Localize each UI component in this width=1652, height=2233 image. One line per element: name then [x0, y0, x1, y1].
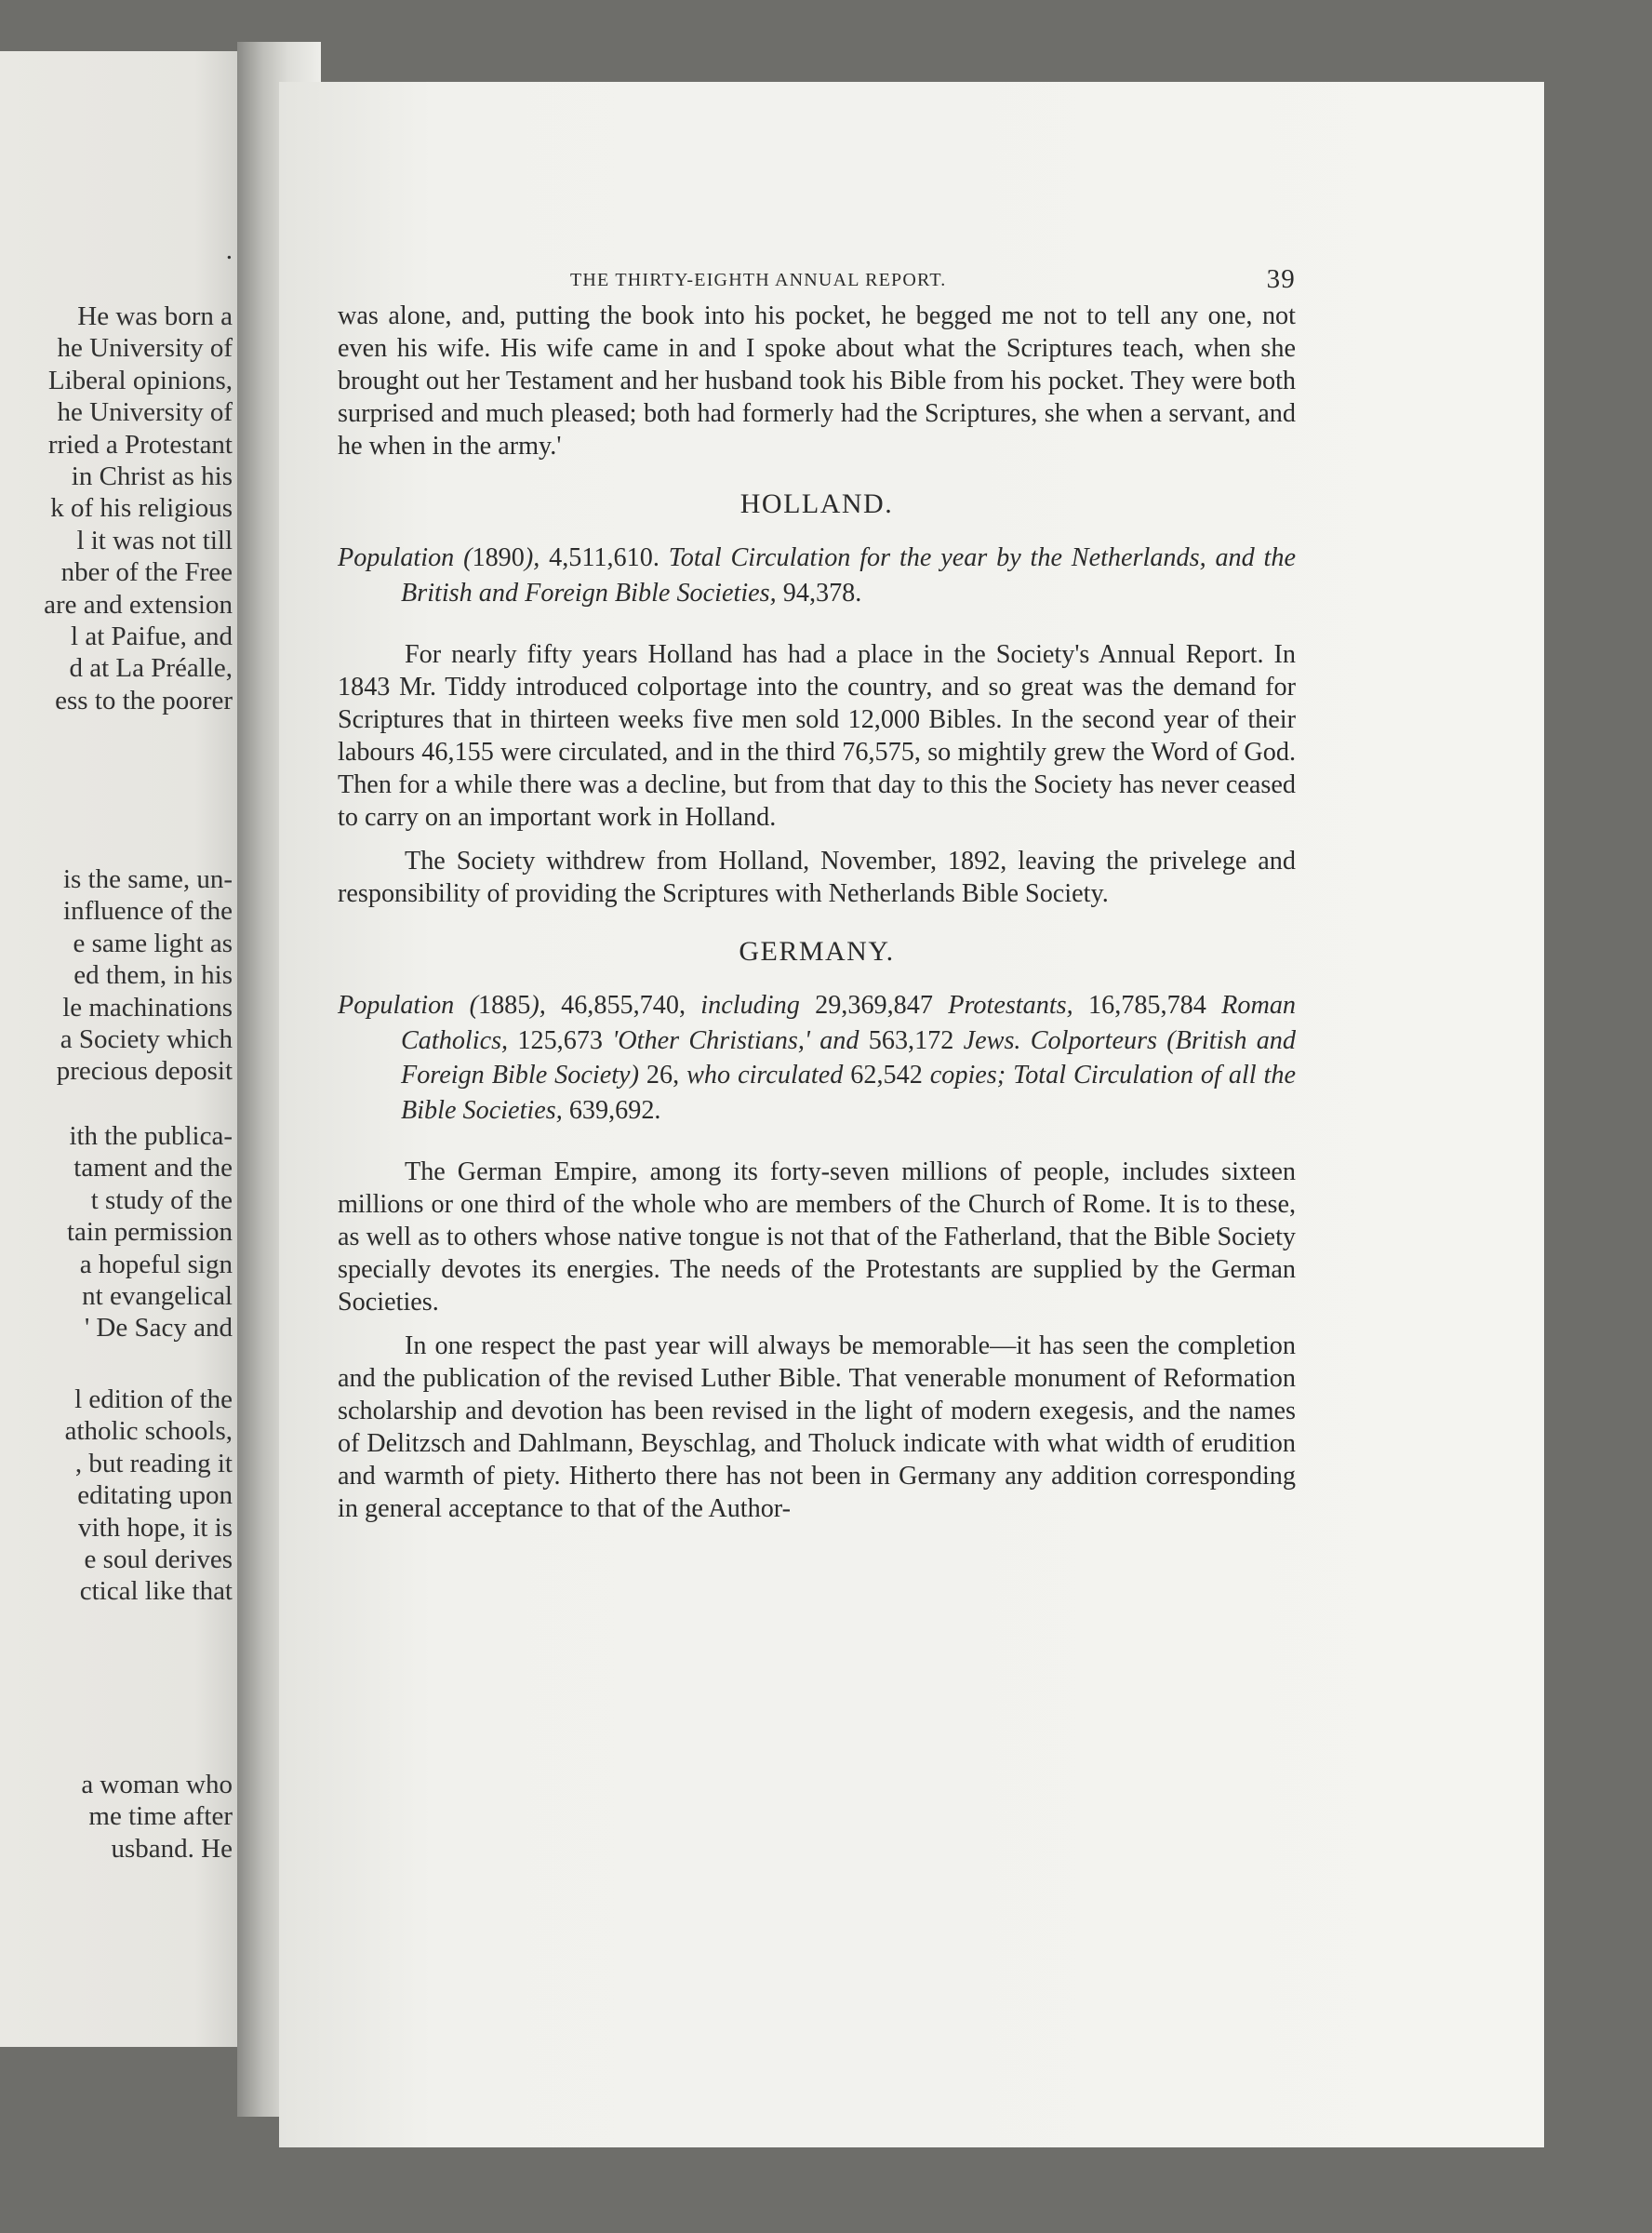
running-title: THE THIRTY-EIGHTH ANNUAL REPORT. — [570, 270, 947, 290]
facing-line: ctical like that — [79, 1576, 233, 1607]
facing-line: tain permission — [66, 1217, 233, 1248]
stat-value: 563,172 — [868, 1025, 954, 1055]
stat-text: Total Circulation for the year by the Netherlands, and the British and Foreign Bible Societies, — [401, 543, 1296, 608]
holland-paragraph: For nearly fifty years Holland has had a place in the Society's Annual Report. In 1843 Mr. Tiddy introduced colportage into the country, and so great was the demand for Scriptures that in thirteen weeks five men sold 12,000 Bibles. In the second year of their labours 46,155 were circulated, and in the third 76,575, so mightily grew the Word of God. Then for a while there was a decline, but from that day to this the Society has never ceased to carry on an important work in Holland. — [338, 640, 1296, 832]
facing-block — [0, 863, 233, 1088]
facing-line: le machinations — [62, 992, 233, 1023]
page-content — [338, 264, 1296, 1525]
facing-line: nt evangelical — [82, 1281, 233, 1312]
facing-line: l it was not till — [76, 525, 233, 555]
germany-statistics — [338, 988, 1296, 1128]
stat-text: ), — [524, 543, 550, 572]
stat-value: 62,542 — [850, 1061, 923, 1090]
facing-line: ith the publica- — [69, 1121, 233, 1151]
facing-line: Liberal opinions, — [47, 365, 233, 395]
facing-line: usband. He — [111, 1833, 233, 1864]
facing-line: l edition of the — [74, 1384, 233, 1414]
stat-value: 4,511,610. — [549, 543, 659, 572]
stat-text: Population ( — [338, 991, 478, 1020]
facing-line: he University of — [57, 333, 233, 364]
stat-text: Population ( — [338, 543, 473, 572]
facing-line: me time after — [88, 1801, 233, 1832]
stat-value: 125,673 — [517, 1025, 603, 1055]
facing-line: , but reading it — [74, 1448, 233, 1478]
facing-line: l at Paifue, and — [71, 622, 233, 652]
stat-value: 29,369,847 — [815, 991, 933, 1020]
facing-line: atholic schools, — [64, 1416, 233, 1447]
facing-line: e soul derives — [84, 1544, 233, 1575]
facing-line: precious deposit — [56, 1056, 233, 1087]
facing-line: tament and the — [73, 1153, 233, 1183]
facing-line: rried a Protestant — [47, 429, 233, 460]
stat-value: 16,785,784 — [1088, 991, 1206, 1020]
facing-line: in Christ as his — [71, 461, 233, 492]
stat-value: 46,855,740, — [561, 991, 686, 1020]
facing-line: ' De Sacy and — [84, 1313, 233, 1344]
facing-line: He was born a — [77, 301, 233, 331]
section-heading-germany: GERMANY. — [739, 936, 895, 967]
facing-line: ess to the poorer — [55, 685, 233, 715]
facing-line: is the same, un- — [62, 864, 233, 894]
facing-block — [0, 234, 233, 266]
facing-line: e same light as — [73, 928, 233, 958]
facing-block — [0, 1384, 233, 1608]
stat-text: Roman Catholics, — [401, 991, 1297, 1055]
facing-line: are and extension — [44, 589, 233, 620]
facing-line: . — [225, 235, 233, 265]
stat-value: 94,378. — [782, 578, 862, 608]
facing-line: k of his religious — [50, 493, 233, 524]
facing-block — [0, 1769, 233, 1865]
stat-value: 1885 — [477, 991, 531, 1020]
stat-text: who circulated — [679, 1061, 851, 1090]
facing-line: d at La Préalle, — [69, 653, 233, 684]
stat-text: 'Other Christians,' and — [603, 1025, 869, 1055]
facing-block — [0, 1120, 233, 1344]
facing-line: a hopeful sign — [79, 1249, 233, 1279]
facing-line: ed them, in his — [73, 960, 233, 991]
stat-text: ), — [530, 991, 562, 1020]
holland-statistics — [338, 541, 1296, 610]
page-number: 39 — [1266, 264, 1296, 294]
holland-paragraph: The Society withdrew from Holland, November, 1892, leaving the privelege and responsibility of providing the Scriptures with Netherlands Bible Society. — [338, 847, 1296, 908]
facing-line: a woman who — [81, 1770, 233, 1799]
facing-line: he University of — [57, 397, 233, 428]
facing-line: influence of the — [63, 896, 233, 927]
facing-page — [0, 51, 244, 2047]
stat-text: copies; Total Circulation of all the Bible Societies, — [401, 1061, 1296, 1125]
germany-paragraph: In one respect the past year will always be memorable—it has seen the completion and the publication of the revised Luther Bible. That venerable monument of Reformation scholarship and devotion has been revised in the light of modern exegesis, and the names of Delitzsch and Dahlmann, Beyschlag, and Tholuck indicate with what width of erudition and warmth of piety. Hitherto there has not been in Germany any addition corresponding in general acceptance to that of the Author- — [338, 1331, 1296, 1523]
facing-line: t study of the — [90, 1184, 233, 1215]
intro-paragraph: was alone, and, putting the book into his pocket, he begged me not to tell any one, not even his wife. His wife came in and I spoke about what the Scriptures teach, when she brought out her Testament and her husband took his Bible from his pocket. They were both surprised and much pleased; both had formerly had the Scriptures, she when a servant, and he when in the army.' — [338, 301, 1296, 461]
stat-value: 26, — [646, 1061, 680, 1090]
stat-text: Jews. Colporteurs (British and Foreign Bible Society) — [401, 1025, 1296, 1090]
facing-line: editating upon — [77, 1480, 233, 1511]
germany-paragraph: The German Empire, among its forty-seven millions of people, includes sixteen millions or one third of the whole who are members of the Church of Rome. It is to these, as well as to others whose native tongue is not that of the Fatherland, that the Bible Society specially devotes its energies. The needs of the Protestants are supplied by the German Societies. — [338, 1157, 1296, 1317]
stat-text: Protestants, — [932, 991, 1088, 1020]
facing-block — [0, 301, 233, 716]
facing-line: nber of the Free — [60, 557, 233, 588]
section-heading-holland: HOLLAND. — [739, 488, 894, 519]
facing-line: a Society which — [60, 1024, 233, 1055]
facing-line: vith hope, it is — [78, 1512, 233, 1543]
running-head — [338, 264, 1296, 300]
stat-value: 1890 — [472, 543, 525, 572]
stat-text: including — [686, 991, 816, 1020]
stat-value: 639,692. — [568, 1095, 661, 1125]
